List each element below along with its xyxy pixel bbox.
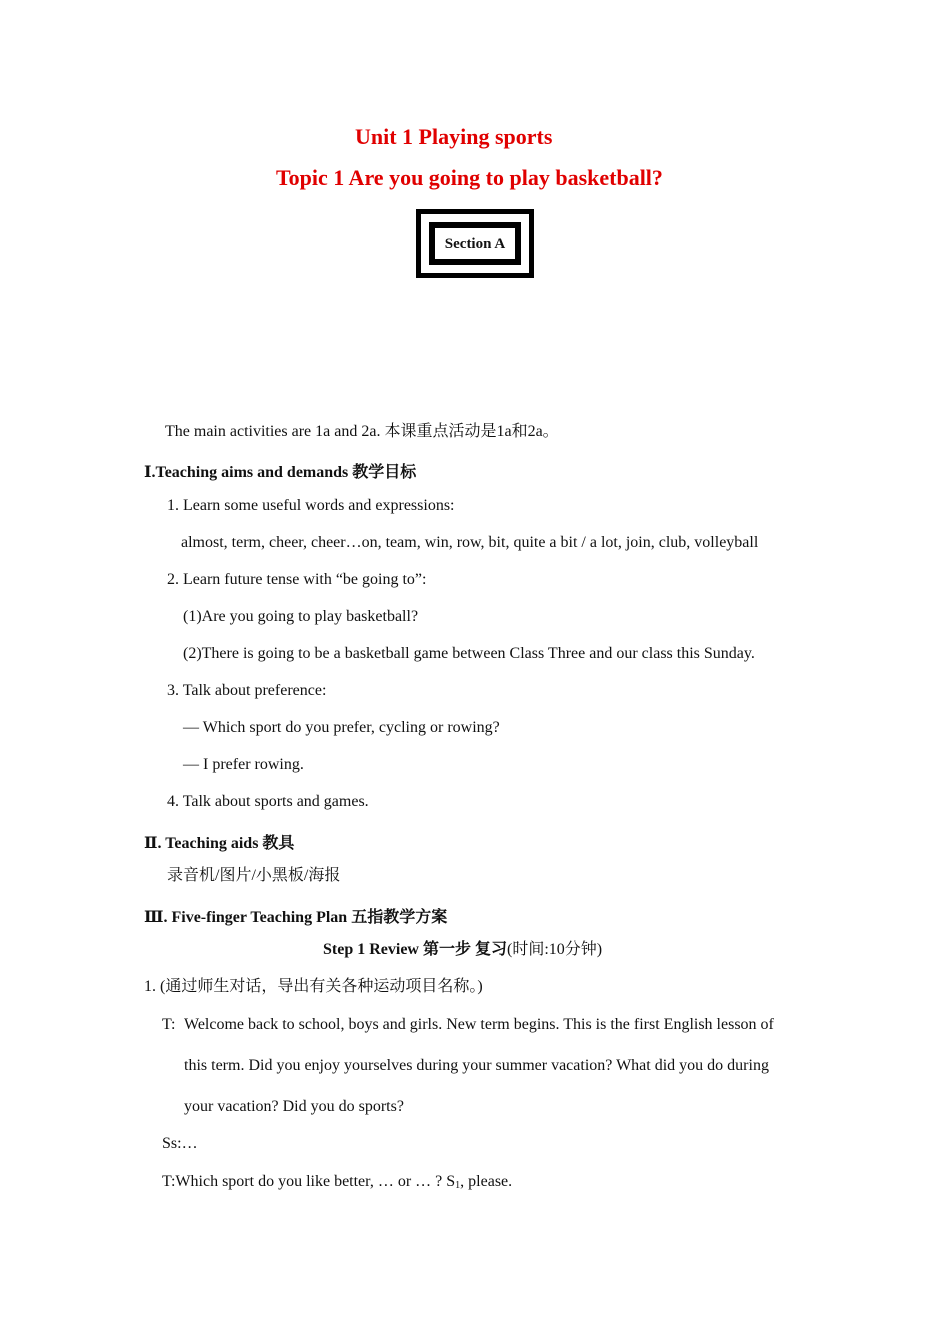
dialogue-t-line-1: Welcome back to school, boys and girls. New term begins. This is the first English lesson of xyxy=(184,1016,774,1033)
dialogue-speaker-t: T: xyxy=(162,1016,176,1033)
step1-title: Step 1 Review 第一步 复习 xyxy=(323,941,507,958)
dialogue-t-question xyxy=(162,1172,512,1196)
heading-teaching-aims: Ⅰ.Teaching aims and demands 教学目标 xyxy=(144,464,417,481)
dialogue-t-line-2: this term. Did you enjoy yourselves during your summer vacation? What did you do during xyxy=(184,1057,769,1074)
step1-point-1: 1. (通过师生对话，导出有关各种运动项目名称。) xyxy=(144,978,483,995)
dialogue-ss-line: Ss:… xyxy=(162,1135,198,1152)
aim-item-3-question: — Which sport do you prefer, cycling or rowing? xyxy=(183,719,500,736)
heading-five-finger-plan: Ⅲ. Five-finger Teaching Plan 五指教学方案 xyxy=(144,909,448,926)
intro-text: The main activities are 1a and 2a. 本课重点活动是1a和2a。 xyxy=(165,423,559,440)
aim-item-2-example-2: (2)There is going to be a basketball game between Class Three and our class this Sunday. xyxy=(183,645,755,662)
step1-heading xyxy=(323,940,602,960)
aim-item-3-answer: — I prefer rowing. xyxy=(183,756,304,773)
aim-item-4: 4. Talk about sports and games. xyxy=(167,793,369,810)
dialogue-t-question-end: , please. xyxy=(460,1173,513,1190)
section-label-box xyxy=(416,209,534,278)
aim-item-1: 1. Learn some useful words and expressions: xyxy=(167,497,455,514)
unit-title: Unit 1 Playing sports xyxy=(355,124,553,149)
student-subscript: 1 xyxy=(455,1180,461,1191)
heading-teaching-aids: Ⅱ. Teaching aids 教具 xyxy=(144,835,295,852)
dialogue-t-question-text: T:Which sport do you like better, … or … ? S xyxy=(162,1173,456,1190)
topic-title: Topic 1 Are you going to play basketball? xyxy=(276,165,663,190)
step1-time: (时间:10分钟) xyxy=(507,941,603,958)
aim-item-1-words: almost, term, cheer, cheer…on, team, win, row, bit, quite a bit / a lot, join, club, volleyball xyxy=(181,534,759,551)
dialogue-t-line-3: your vacation? Did you do sports? xyxy=(184,1098,404,1115)
teaching-aids-list: 录音机/图片/小黑板/海报 xyxy=(167,867,341,884)
aim-item-2-example-1: (1)Are you going to play basketball? xyxy=(183,608,419,625)
aim-item-3: 3. Talk about preference: xyxy=(167,682,327,699)
section-label: Section A xyxy=(444,235,506,252)
aim-item-2: 2. Learn future tense with “be going to”: xyxy=(167,571,427,588)
